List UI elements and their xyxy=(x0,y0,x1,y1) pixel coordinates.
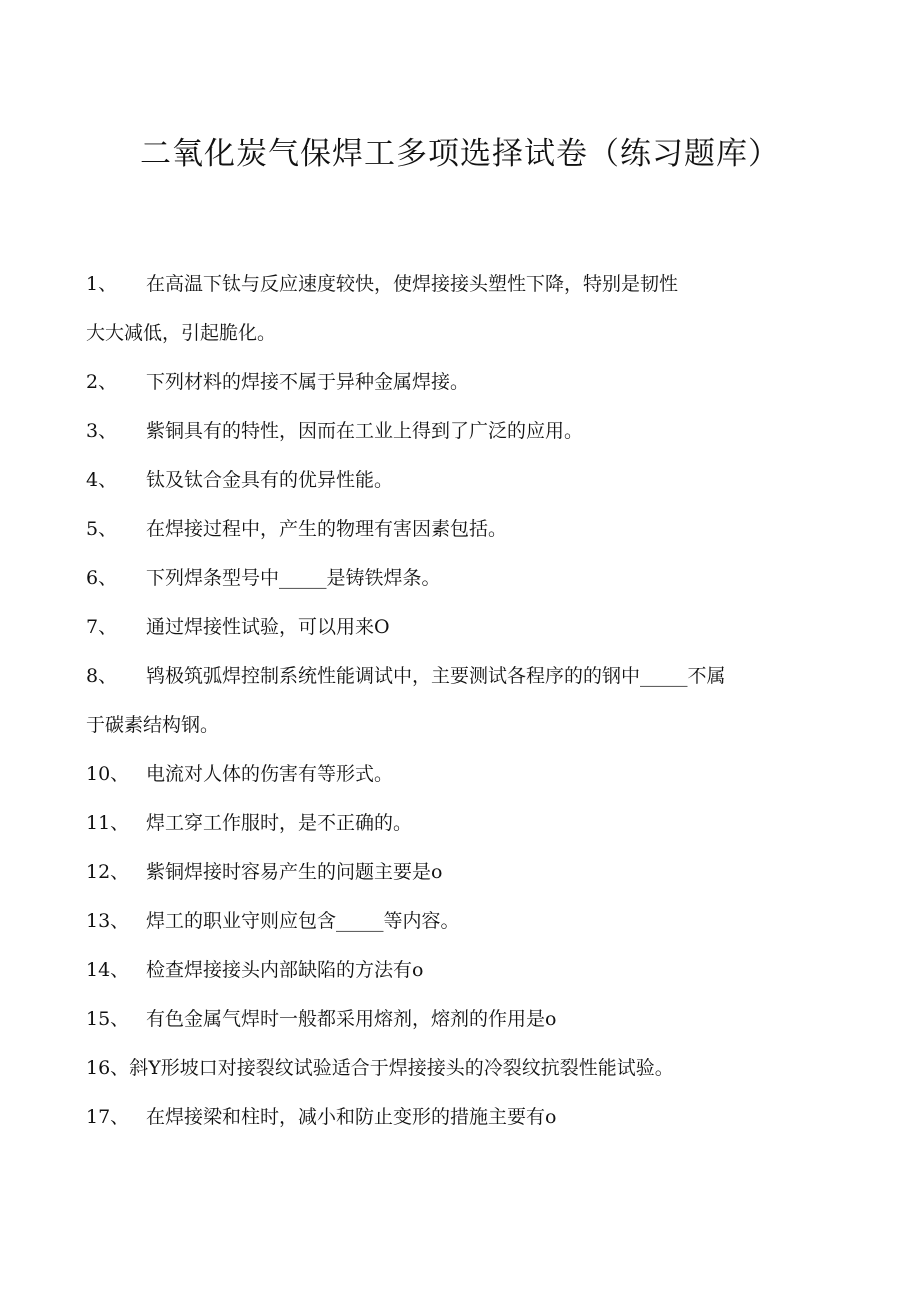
question-number: 8、 xyxy=(86,665,118,687)
question-text: 下列焊条型号中_____是铸铁焊条。 xyxy=(146,567,441,589)
question-text: 通过焊接性试验，可以用来O xyxy=(146,616,390,638)
question-text: 检查焊接接头内部缺陷的方法有o xyxy=(146,959,424,981)
question-number: 4、 xyxy=(86,469,118,491)
question-text: 下列材料的焊接不属于异种金属焊接。 xyxy=(146,371,470,393)
question-item xyxy=(86,366,826,398)
question-list xyxy=(86,268,826,1133)
question-text: 在焊接梁和柱时，减小和防止变形的措施主要有o xyxy=(146,1106,557,1128)
question-text-continued: 大大减低，引起脆化。 xyxy=(86,322,277,344)
question-text: 在高温下钛与反应速度较快，使焊接接头塑性下降，特别是韧性 xyxy=(146,273,679,295)
question-text: 有色金属气焊时一般都采用熔剂，熔剂的作用是o xyxy=(146,1008,557,1030)
question-number: 12、 xyxy=(86,861,130,883)
question-item xyxy=(86,905,826,937)
question-number: 13、 xyxy=(86,910,130,932)
question-number: 10、 xyxy=(86,763,130,785)
question-number: 17、 xyxy=(86,1106,130,1128)
question-number: 1、 xyxy=(86,273,118,295)
question-text: 斜Y形坡口对接裂纹试验适合于焊接接头的冷裂纹抗裂性能试验。 xyxy=(129,1057,674,1079)
question-number: 15、 xyxy=(86,1008,130,1030)
question-item xyxy=(86,856,826,888)
question-text: 在焊接过程中，产生的物理有害因素包括。 xyxy=(146,518,508,540)
question-text-continued: 于碳素结构钢。 xyxy=(86,714,220,736)
question-item xyxy=(86,954,826,986)
question-number: 14、 xyxy=(86,959,130,981)
question-number: 11、 xyxy=(86,812,130,834)
question-item xyxy=(86,660,826,741)
question-number: 16、 xyxy=(86,1057,130,1079)
question-item xyxy=(86,807,826,839)
question-text: 焊工穿工作服时，是不正确的。 xyxy=(146,812,413,834)
question-item xyxy=(86,464,826,496)
question-item xyxy=(86,513,826,545)
question-item xyxy=(86,1052,826,1084)
question-text: 鸨极筑弧焊控制系统性能调试中，主要测试各程序的的钢中_____不属 xyxy=(146,665,726,687)
question-item xyxy=(86,1003,826,1035)
question-item xyxy=(86,1101,826,1133)
question-item xyxy=(86,758,826,790)
question-number: 6、 xyxy=(86,567,118,589)
question-text: 电流对人体的伤害有等形式。 xyxy=(146,763,394,785)
question-number: 7、 xyxy=(86,616,118,638)
question-item xyxy=(86,611,826,643)
question-item xyxy=(86,415,826,447)
question-text: 焊工的职业守则应包含_____等内容。 xyxy=(146,910,460,932)
question-number: 5、 xyxy=(86,518,118,540)
question-item xyxy=(86,562,826,594)
question-number: 3、 xyxy=(86,420,118,442)
question-text: 钛及钛合金具有的优异性能。 xyxy=(146,469,394,491)
page-title: 二氧化炭气保焊工多项选择试卷（练习题库） xyxy=(140,136,780,172)
question-text: 紫铜具有的特性，因而在工业上得到了广泛的应用。 xyxy=(146,420,584,442)
question-number: 2、 xyxy=(86,371,118,393)
question-text: 紫铜焊接时容易产生的问题主要是o xyxy=(146,861,443,883)
question-item xyxy=(86,268,826,349)
